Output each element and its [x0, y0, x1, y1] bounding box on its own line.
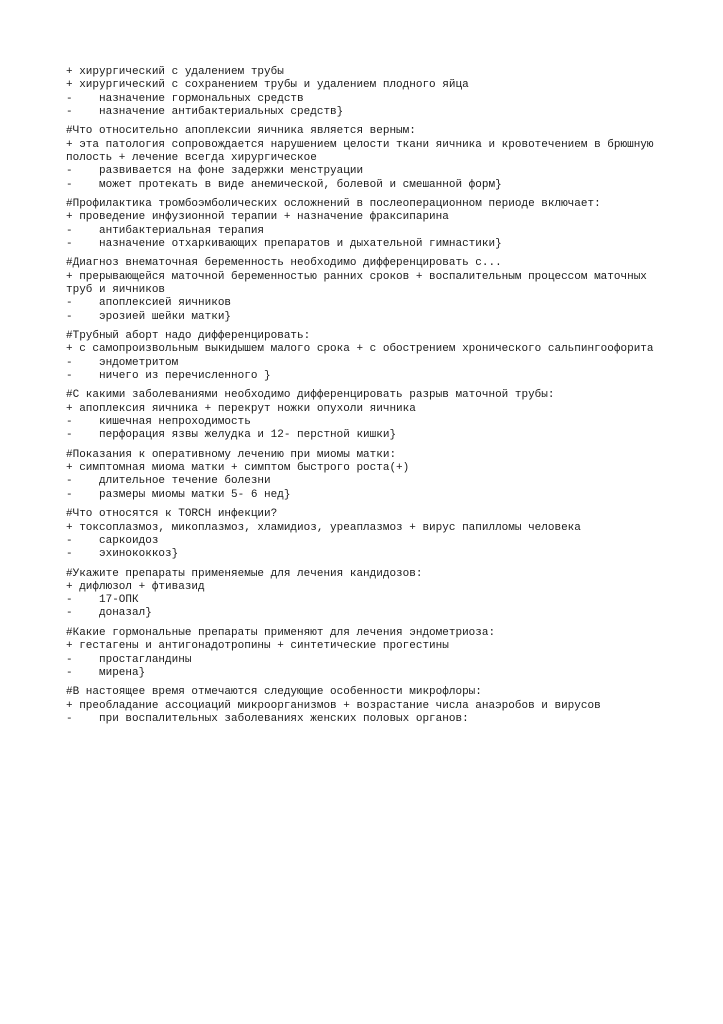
correct-answer-line: + токсоплазмоз, микоплазмоз, хламидиоз, уреаплазмоз + вирус папилломы человека: [66, 521, 581, 534]
question-block: [66, 568, 666, 621]
correct-answer-line: + дифлюзол + фтивазид: [66, 580, 205, 593]
question-block: [66, 627, 666, 680]
wrong-answer-line: - эхинококкоз}: [66, 548, 179, 561]
wrong-answer-line: - мирена}: [66, 666, 146, 679]
wrong-answer-line: - кишечная непроходимость: [66, 416, 251, 429]
correct-answer-line: + с самопроизвольным выкидышем малого срока + с обострением хронического сальпингоофорита: [66, 343, 654, 356]
correct-answer-line: + прерывающейся маточной беременностью ранних сроков + воспалительным процессом маточных труб и яичников: [66, 270, 654, 297]
wrong-answer-line: - антибактериальная терапия: [66, 224, 265, 237]
wrong-answer-line: - может протекать в виде анемической, болевой и смешанной форм}: [66, 178, 502, 191]
wrong-answer-line: - доназал}: [66, 607, 152, 620]
question-block: [66, 449, 666, 502]
question-block: [66, 125, 666, 191]
correct-answer-line: + эта патология сопровождается нарушением целости ткани яичника и кровотечением в брюшную полость + лечение всегда хирургическое: [66, 138, 661, 164]
wrong-answer-line: - размеры миомы матки 5- 6 нед}: [66, 488, 291, 501]
wrong-answer-line: - назначение антибактериальных средств}: [66, 105, 344, 118]
question-block: [66, 389, 666, 442]
question-text: #Какие гормональные препараты применяют для лечения эндометриоза:: [66, 626, 496, 639]
wrong-answer-line: - развивается на фоне задержки менструации: [66, 165, 364, 178]
question-text: #Профилактика тромбоэмболических осложнений в послеоперационном периоде включает:: [66, 198, 601, 211]
question-text: #Что относительно апоплексии яичника является верным:: [66, 125, 416, 138]
question-block: [66, 257, 666, 323]
wrong-answer-line: - назначение отхаркивающих препаратов и дыхательной гимнастики}: [66, 237, 502, 250]
correct-answer-line: + гестагены и антигонадотропины + синтетические прогестины: [66, 640, 449, 653]
correct-answer-line: + симптомная миома матки + симптом быстрого роста(+): [66, 462, 410, 475]
wrong-answer-line: - 17-ОПК: [66, 594, 139, 607]
document-page: [66, 66, 666, 732]
wrong-answer-line: - ничего из перечисленного }: [66, 369, 271, 382]
question-block: [66, 686, 666, 726]
wrong-answer-line: - простагландины: [66, 653, 192, 666]
correct-answer-line: + преобладание ассоциаций микроорганизмов + возрастание числа анаэробов и вирусов: [66, 699, 601, 712]
wrong-answer-line: - саркоидоз: [66, 534, 159, 547]
correct-answer-line: + проведение инфузионной терапии + назначение фраксипарина: [66, 211, 449, 224]
question-block: [66, 508, 666, 561]
question-text: #Укажите препараты применяемые для лечения кандидозов:: [66, 567, 423, 580]
question-text: #С какими заболеваниями необходимо дифференцировать разрыв маточной трубы:: [66, 389, 555, 402]
wrong-answer-line: - перфорация язвы желудка и 12- перстной кишки}: [66, 429, 397, 442]
question-text: #Трубный аборт надо дифференцировать:: [66, 330, 311, 343]
wrong-answer-line: - эрозией шейки матки}: [66, 310, 232, 323]
correct-answer-line: + хирургический с удалением трубы: [66, 66, 284, 78]
question-text: #Диагноз внематочная беременность необходимо дифференцировать с...: [66, 257, 502, 270]
question-text: #В настоящее время отмечаются следующие особенности микрофлоры:: [66, 686, 482, 699]
correct-answer-line: + хирургический с сохранением трубы и удалением плодного яйца: [66, 79, 469, 92]
question-block: [66, 330, 666, 383]
wrong-answer-line: - длительное течение болезни: [66, 475, 271, 488]
question-text: #Что относятся к TORCH инфекции?: [66, 508, 278, 521]
question-text: #Показания к оперативному лечению при миомы матки:: [66, 448, 397, 461]
wrong-answer-line: - при воспалительных заболеваниях женских половых органов:: [66, 712, 469, 725]
wrong-answer-line: - апоплексией яичников: [66, 297, 232, 310]
wrong-answer-line: - эндометритом: [66, 356, 179, 369]
wrong-answer-line: - назначение гормональных средств: [66, 92, 304, 105]
question-block: [66, 198, 666, 251]
question-block: [66, 66, 666, 119]
correct-answer-line: + апоплексия яичника + перекрут ножки опухоли яичника: [66, 402, 416, 415]
